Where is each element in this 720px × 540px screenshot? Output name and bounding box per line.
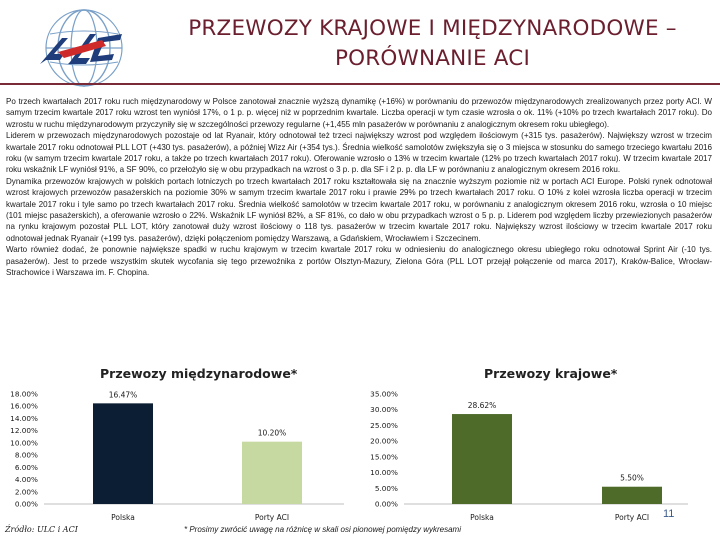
bar-polska <box>452 414 512 504</box>
y-tick-label: 18.00% <box>10 389 38 399</box>
y-tick-label: 14.00% <box>10 413 38 423</box>
paragraph-international-carriers: Liderem w przewozach międzynarodowych pozostaje od lat Ryanair, który odnotował też trzeci największy wzrost pod względem ilościowym (+315 tys. pasażerów). Największy wzrost w trzecim kwartale 2017 roku odnotował PLL LOT (+430 tys. pasażerów), a później Wizz Air (+354 tys.). Średnia wielkość samolotów zwiększyła się o 3 miejsca w stosunku do samego trzeciego kwartału 2016 roku (w samym trzecim kwartale 2017 roku, a także po trzech kwartałach 2017 roku). Oferowanie wzrosło o 13% w trzecim kwartale (12% po trzech kwartałach 2017 roku). W trzecim kwartale 2017 roku wskaźnik LF wyniósł 91%, a SF 90%, co przełożyło się w obu przypadkach na wzrost o 3 p. p. dla SF i 2 p. p. dla LF w porównaniu z analogicznym okresem 2016 roku. <box>6 131 712 175</box>
bar-polska <box>93 403 153 504</box>
y-tick-label: 5.00% <box>374 483 398 493</box>
x-category-label: Porty ACI <box>254 513 290 522</box>
y-tick-label: 0.00% <box>14 499 38 509</box>
x-category-label: Polska <box>470 513 494 522</box>
paragraph-domestic-declines: Warto również dodać, że ponownie największe spadki w ruchu krajowym w trzecim kwartale 2017 roku w odniesieniu do analogicznego okresu ubiegłego roku odnotował Sprint Air (-10 tys. pasażerów). Jest to przede wszystkim skutek wycofania się tego przewoźnika z portów Olsztyn-Mazury, Zielona Góra (PLL LOT przejął połączenie od marca 2017), Kraków-Balice, Wrocław-Strachowice i Warszawa im. F. Chopina. <box>6 245 712 278</box>
paragraph-domestic-dynamics: Dynamika przewozów krajowych w polskich portach lotniczych po trzech kwartałach 2017 roku kształtowała się na znacznie wyższym poziomie niż w portach ACI Europe. Polski rynek odnotował wzrost krajowych przewozów pasażerskich na poziomie 30% w samym trzecim kwartale 2017 roku i prawie 29% po trzech kwartałach 2017 roku. O 10% z kolei wzrosła liczba operacji w trzecim kwartale 2017 roku i tyle samo po trzech kwartałach 2017 roku. Średnia wielkość samolotów w trzecim kwartale 2017 roku, w porównaniu z analogicznym okresem 2016 roku, wzrosła o 10 miejsc (101 miejsc pasażerskich), a oferowanie wzrosło o 22%. Wskaźnik LF wyniósł 82%, a SF 81%, co dało w obu przypadkach wzrost o 5 p. p. Liderem pod względem liczby przewiezionych pasażerów na rynku krajowym pozostał PLL LOT, który zanotował duży wzrost ilościowy o 118 tys. pasażerów w trzecim kwartale 2017 roku. Największy wzrost ilościowy w trzecim kwartale 2017 roku odnotował jednak Ryanair (+199 tys. pasażerów), dzięki połączeniom pomiędzy Warszawą, a Gdańskiem, Wrocławiem i Szczecinem. <box>6 176 712 243</box>
y-tick-label: 0.00% <box>374 499 398 509</box>
data-label: 16.47% <box>108 390 138 400</box>
chart-international <box>0 382 360 532</box>
y-tick-label: 8.00% <box>14 450 38 460</box>
page-number: 11 <box>663 508 675 520</box>
y-tick-label: 16.00% <box>10 401 38 411</box>
data-label: 28.62% <box>467 401 497 411</box>
ulc-logo <box>40 4 128 90</box>
y-tick-label: 20.00% <box>370 436 398 446</box>
y-tick-label: 10.00% <box>370 468 398 478</box>
scale-footnote: * Prosimy zwrócić uwagę na różnicę w skali osi pionowej pomiędzy wykresami <box>184 525 461 534</box>
title-divider <box>0 83 720 85</box>
page-title: PRZEWOZY KRAJOWE I MIĘDZYNARODOWE – PORÓWNANIE ACI <box>188 16 677 71</box>
data-label: 5.50% <box>620 473 644 483</box>
y-tick-label: 2.00% <box>14 487 38 497</box>
y-tick-label: 4.00% <box>14 475 38 485</box>
bar-porty-aci <box>602 487 662 504</box>
x-category-label: Polska <box>111 513 135 522</box>
y-tick-label: 6.00% <box>14 462 38 472</box>
y-tick-label: 35.00% <box>370 389 398 399</box>
y-tick-label: 25.00% <box>370 420 398 430</box>
body-text <box>6 96 712 279</box>
paragraph-international-dynamics: Po trzech kwartałach 2017 roku ruch międzynarodowy w Polsce zanotował znacznie wyższą dynamikę (+16%) w porównaniu do przewozów międzynarodowych zrealizowanych przez porty ACI. W samym trzecim kwartale 2017 roku wzrost ten wyniósł 17%, o 1 p. p. więcej niż w poprzednim kwartale. Liczba operacji w tym czasie wzrosła o ok. 11% (+10% po trzech kwartałach 2017 roku). Do wzrostu w ruchu międzynarodowym przyczyniły się w szczególności przewozy regularne (+1,455 mln pasażerów w porównaniu z analogicznym okresem roku ubiegłego). <box>6 97 712 129</box>
source-note: Źródło: ULC i ACI <box>5 525 78 534</box>
y-tick-label: 30.00% <box>370 405 398 415</box>
chart-title-international: Przewozy międzynarodowe* <box>100 366 298 381</box>
y-tick-label: 15.00% <box>370 452 398 462</box>
data-label: 10.20% <box>257 428 287 438</box>
chart-title-domestic: Przewozy krajowe* <box>484 366 618 381</box>
x-category-label: Porty ACI <box>614 513 650 522</box>
bar-porty-aci <box>242 442 302 504</box>
y-tick-label: 12.00% <box>10 426 38 436</box>
y-tick-label: 10.00% <box>10 438 38 448</box>
